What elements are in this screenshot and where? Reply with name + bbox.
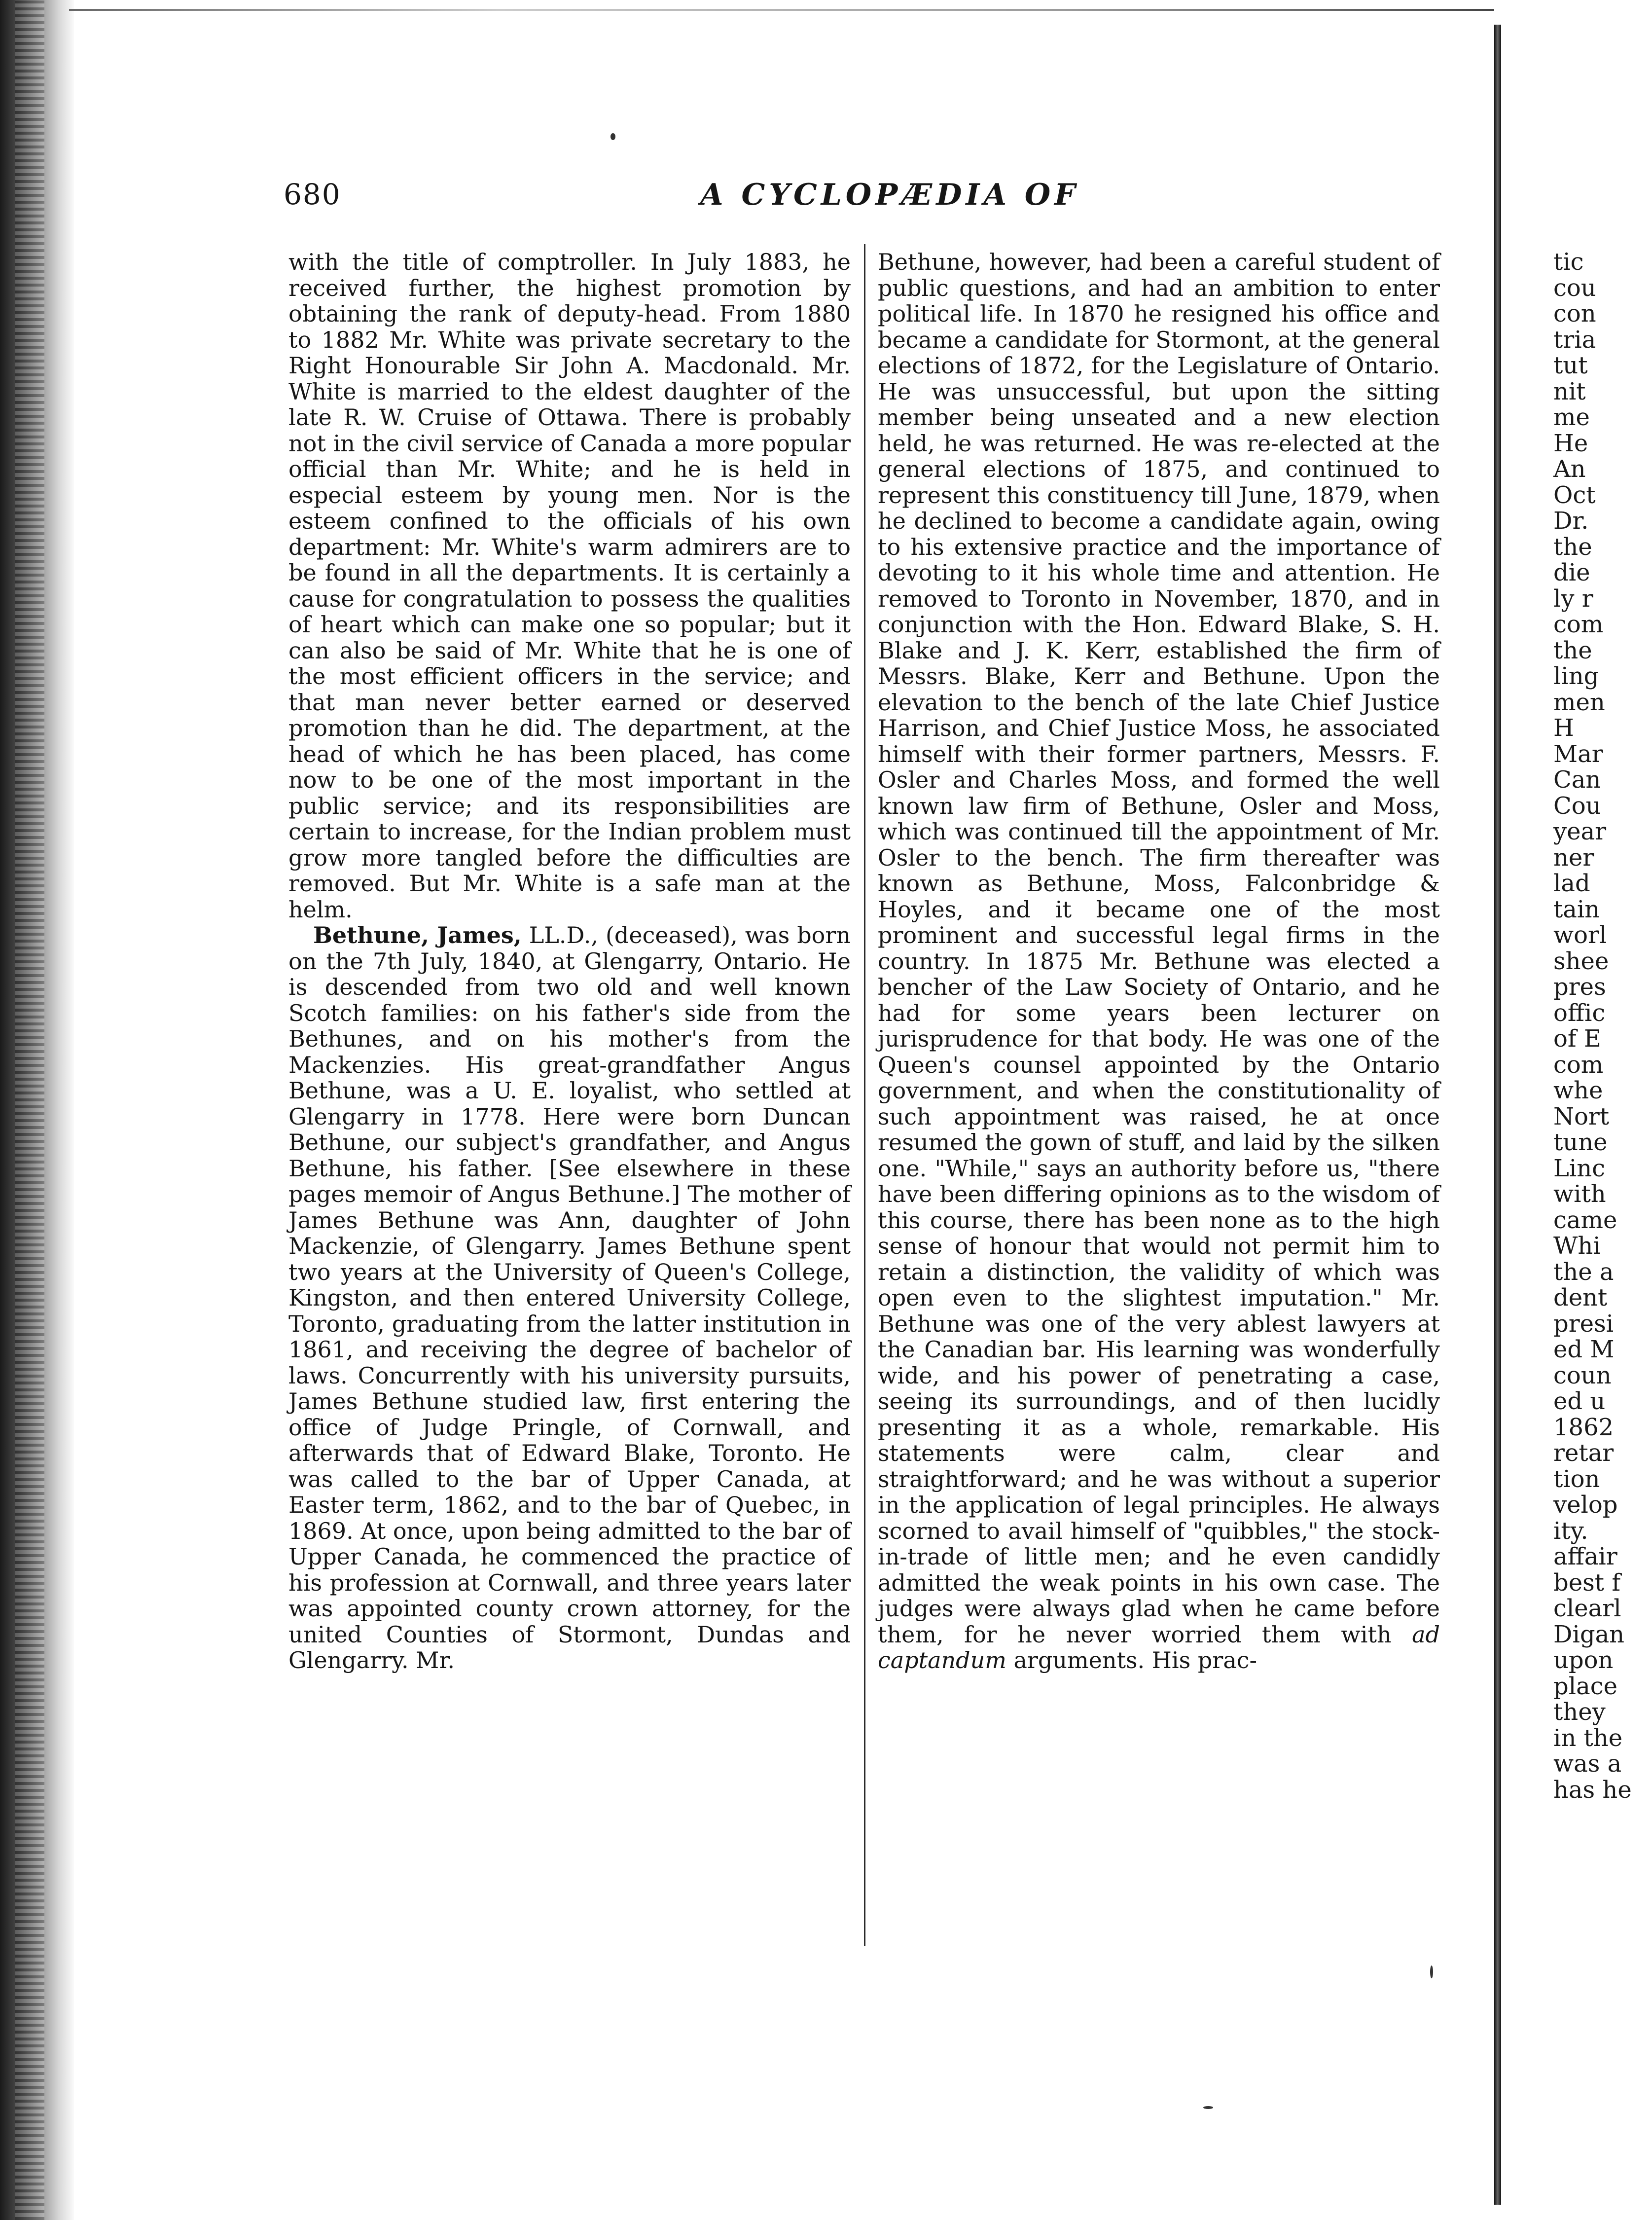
adjacent-page-gutter	[1494, 25, 1501, 2205]
page-number: 680	[284, 178, 341, 211]
top-page-edge	[69, 9, 1499, 11]
book-binding-edge	[0, 0, 74, 2220]
right-column-text-end: arguments. His prac-	[1006, 1647, 1257, 1674]
italic-phrase: ad captandum	[878, 1621, 1440, 1674]
right-column	[878, 249, 1440, 1946]
scan-speck	[1203, 2106, 1213, 2109]
bethune-entry	[288, 922, 851, 1674]
scan-speck	[611, 133, 615, 140]
column-divider	[864, 244, 865, 1946]
adjacent-page-edge	[1494, 0, 1632, 2220]
left-column	[288, 249, 851, 1946]
bethune-entry-continued	[878, 249, 1440, 1674]
right-column-text: Bethune, however, had been a careful student of public questions, and had an ambition to enter political life. In 1870 he resigned his office and became a candidate for Stormont, at the general elections of 1872, for the Legislature of Ontario. He was unsuccessful, but upon the sitting member being unseated and a new election held, he was returned. He was re-elected at the general elections of 1875, and continued to represent this constituency till June, 1879, when he declined to become a candidate again, owing to his extensive practice and the importance of devoting to it his whole time and attention. He removed to Toronto in November, 1870, and in conjunction with the Hon. Edward Blake, S. H. Blake and J. K. Kerr, established the firm of Messrs. Blake, Kerr and Bethune. Upon the elevation to the bench of the late Chief Justice Harrison, and Chief Justice Moss, he associated himself with their former partners, Messrs. F. Osler and Charles Moss, and formed the well known law firm of Bethune, Osler and Moss, which was continued till the appointment of Mr. Osler to the bench. The firm thereafter was known as Bethune, Moss, Falconbridge & Hoyles, and it became one of the most prominent and successful legal firms in the country. In 1875 Mr. Bethune was elected a bencher of the Law Society of Ontario, and he had for some years been lecturer on jurisprudence for that body. He was one of the Queen's counsel appointed by the Ontario government, and when the constitutionality of such appointment was raised, he at once resumed the gown of stuff, and laid by the silken one. "While," says an authority before us, "there have been differing opinions as to the wisdom of this course, there has been none as to the high sense of honour that would not permit him to retain a distinction, the validity of which was open even to the slightest imputation." Mr. Bethune was one of the very ablest lawyers at the Canadian bar. His learning was wonderfully wide, and his power of penetrating a case, seeing its surroundings, and of then lucidly presenting it as a whole, remarkable. His statements were calm, clear and straightforward; and he was without a superior in the application of legal principles. He always scorned to avail himself of "quibbles," the stock-in-trade of little men; and he even candidly admitted the weak points in his own case. The judges were always glad when he came before them, for he never worried them with	[878, 249, 1440, 1648]
white-entry-continuation: with the title of comptroller. In July 1883, he received further, the highest promotion by obtaining the rank of deputy-head. From 1880 to 1882 Mr. White was private secretary to the Right Honourable Sir John A. Macdonald. Mr. White is married to the eldest daughter of the late R. W. Cruise of Ottawa. There is probably not in the civil service of Canada a more popular official than Mr. White; and he is held in especial esteem by young men. Nor is the esteem confined to the officials of his own department: Mr. White's warm admirers are to be found in all the departments. It is certainly a cause for congratulation to possess the qualities of heart which can make one so popular; but it can also be said of Mr. White that he is one of the most efficient officers in the service; and that man never better earned or deserved promotion than he did. The department, at the head of which he has been placed, has come now to be one of the most important in the public service; and its responsibilities are certain to increase, for the Indian problem must grow more tangled before the difficulties are removed. But Mr. White is a safe man at the helm.	[288, 249, 851, 923]
entry-text: LL.D., (deceased), was born on the 7th July, 1840, at Glengarry, Ontario. He is descended from two old and well known Scotch families: on his father's side from the Bethunes, and on his mother's from the Mackenzies. His great-grandfather Angus Bethune, was a U. E. loyalist, who settled at Glengarry in 1778. Here were born Duncan Bethune, our subject's grandfather, and Angus Bethune, his father. [See elsewhere in these pages memoir of Angus Bethune.] The mother of James Bethune was Ann, daughter of John Mackenzie, of Glengarry. James Bethune spent two years at the University of Queen's College, Kingston, and then entered University College, Toronto, graduating from the latter institution in 1861, and receiving the degree of bachelor of laws. Concurrently with his university pursuits, James Bethune studied law, first entering the office of Judge Pringle, of Cornwall, and afterwards that of Edward Blake, Toronto. He was called to the bar of Upper Canada, at Easter term, 1862, and to the bar of Quebec, in 1869. At once, upon being admitted to the bar of Upper Canada, he commenced the practice of his profession at Cornwall, and three years later was appointed county crown attorney, for the united Counties of Stormont, Dundas and Glengarry. Mr.	[288, 922, 851, 1674]
scan-speck	[1430, 1965, 1433, 1978]
adjacent-page-fragments: tic cou con tria tut nit me He An Oct Dr. the die ly r com the ling men H Mar Can Cou year ner lad tain worl shee pres offic of E com whe Nort tune Linc with came Whi the a dent presi ed M coun ed u 1862 retar tion velop ity. affair best f clearl Digan upon place they in the was a has he	[1553, 248, 1632, 1804]
entry-headword: Bethune, James,	[313, 922, 522, 948]
running-title: A CYCLOPÆDIA OF	[700, 178, 1079, 212]
